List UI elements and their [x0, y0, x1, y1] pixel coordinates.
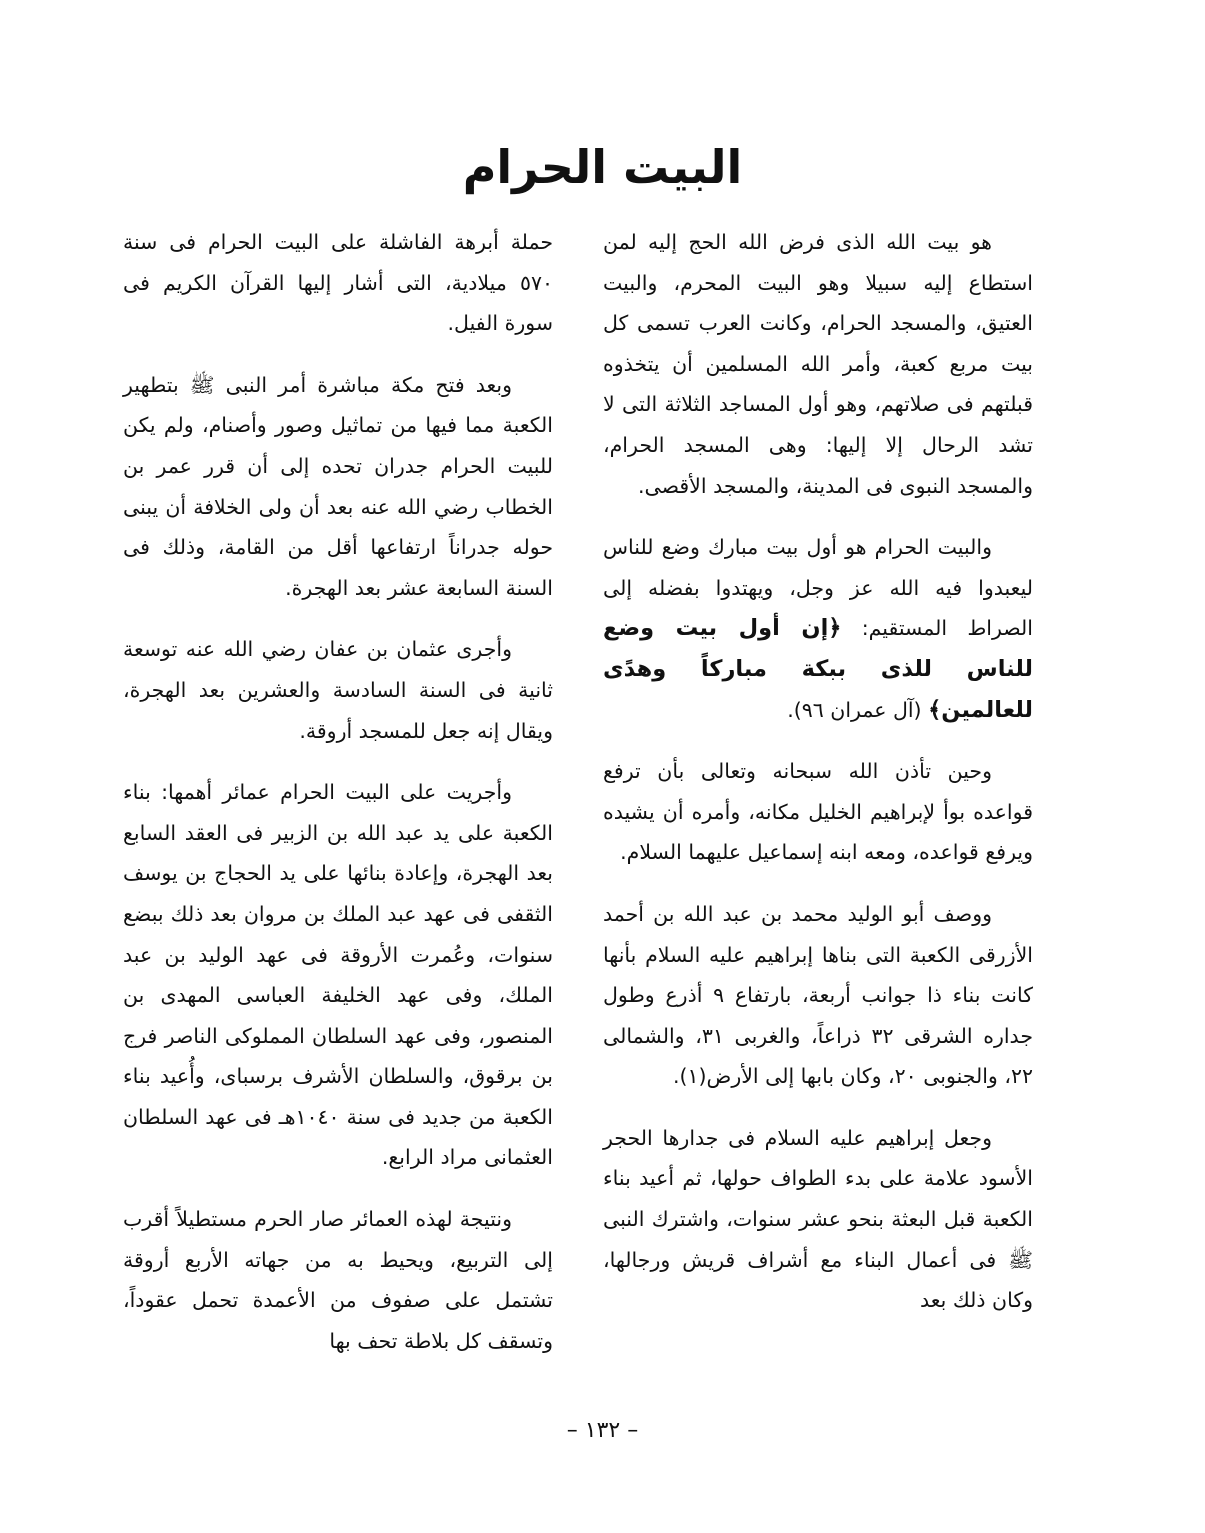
right-column: [603, 222, 1033, 1342]
left-paragraph-4: وأجريت على البيت الحرام عمائر أهمها: بناء الكعبة على يد عبد الله بن الزبير فى العقد السابع بعد الهجرة، وإعادة بنائها على يد الحجاج بن يوسف الثقفى فى عهد عبد الملك بن مروان بعد ذلك ببضع سنوات، وعُمرت الأروقة فى عهد الوليد بن عبد الملك، وفى عهد الخليفة العباسى المهدى بن المنصور، وفى عهد السلطان المملوكى الناصر فرج بن برقوق، والسلطان الأشرف برسباى، وأُعيد بناء الكعبة من جديد فى سنة ١٠٤٠هـ فى عهد السلطان العثمانى مراد الرابع.: [123, 780, 554, 1170]
verse-citation: (آل عمران ٩٦).: [787, 697, 929, 722]
left-column: [123, 222, 553, 1382]
right-paragraph-4: ووصف أبو الوليد محمد بن عبد الله بن أحمد الأزرقى الكعبة التى بناها إبراهيم عليه السلام بأنها كانت بناء ذا جوانب أربعة، بارتفاع ٩ أذرع وطول جداره الشرقى ٣٢ ذراعاً، والغربى ٣١، والشمالى ٢٢، والجنوبى ٢٠، وكان بابها إلى الأرض(١).: [603, 901, 1033, 1089]
left-paragraph-5: ونتيجة لهذه العمائر صار الحرم مستطيلاً أقرب إلى التربيع، ويحيط به من جهاته الأربع أروقة تشتمل على صفوف من الأعمدة تحمل عقوداً، وتسقف كل بلاطة تحف بها: [123, 1207, 553, 1353]
right-paragraph-5: وجعل إبراهيم عليه السلام فى جدارها الحجر الأسود علامة على بدء الطواف حولها، ثم أعيد بناء الكعبة قبل البعثة بنحو عشر سنوات، واشترك النبى ﷺ فى أعمال البناء مع أشراف قريش ورجالها، وكان ذلك بعد: [603, 1125, 1033, 1313]
quran-verse: ﴿إن أول بيت وضع للناس للذى ببكة مباركاً وهدًى للعالمين﴾: [603, 615, 1033, 723]
page-number: – ١٣٢ –: [566, 1418, 639, 1443]
right-paragraph-1: هو بيت الله الذى فرض الله الحج إليه لمن استطاع إليه سبيلا وهو البيت المحرم، والبيت العتيق، والمسجد الحرام، وكانت العرب تسمى كل بيت مربع كعبة، وأمر الله المسلمين أن يتخذوه قبلتهم فى صلاتهم، وهو أول المساجد الثلاثة التى لا تشد الرحال إلا إليها: وهى المسجد الحرام، والمسجد النبوى فى المدينة، والمسجد الأقصى.: [603, 230, 1033, 498]
left-paragraph-2: وبعد فتح مكة مباشرة أمر النبى ﷺ بتطهير الكعبة مما فيها من تماثيل وصور وأصنام، ولم يكن للبيت الحرام جدران تحده إلى أن قرر عمر بن الخطاب رضي الله عنه بعد أن ولى الخلافة أن يبنى حوله جدراناً ارتفاعها أقل من القامة، وذلك فى السنة السابعة عشر بعد الهجرة.: [123, 372, 553, 600]
right-paragraph-2: [603, 527, 1033, 730]
page-title: البيت الحرام: [462, 140, 743, 194]
left-paragraph-1: حملة أبرهة الفاشلة على البيت الحرام فى سنة ٥٧٠ ميلادية، التى أشار إليها القرآن الكريم فى سورة الفيل.: [123, 230, 553, 336]
right-paragraph-2-intro: والبيت الحرام هو أول بيت مبارك وضع للناس ليعبدوا فيه الله عز وجل، ويهتدوا بفضله إلى الصراط المستقيم:: [603, 535, 1034, 641]
right-paragraph-3: وحين تأذن الله سبحانه وتعالى بأن ترفع قواعده بوأ لإبراهيم الخليل مكانه، وأمره أن يشيده ويرفع قواعده، ومعه ابنه إسماعيل عليهما السلام.: [603, 759, 1033, 865]
left-paragraph-3: وأجرى عثمان بن عفان رضي الله عنه توسعة ثانية فى السنة السادسة والعشرين بعد الهجرة، ويقال إنه جعل للمسجد أروقة.: [123, 637, 553, 743]
